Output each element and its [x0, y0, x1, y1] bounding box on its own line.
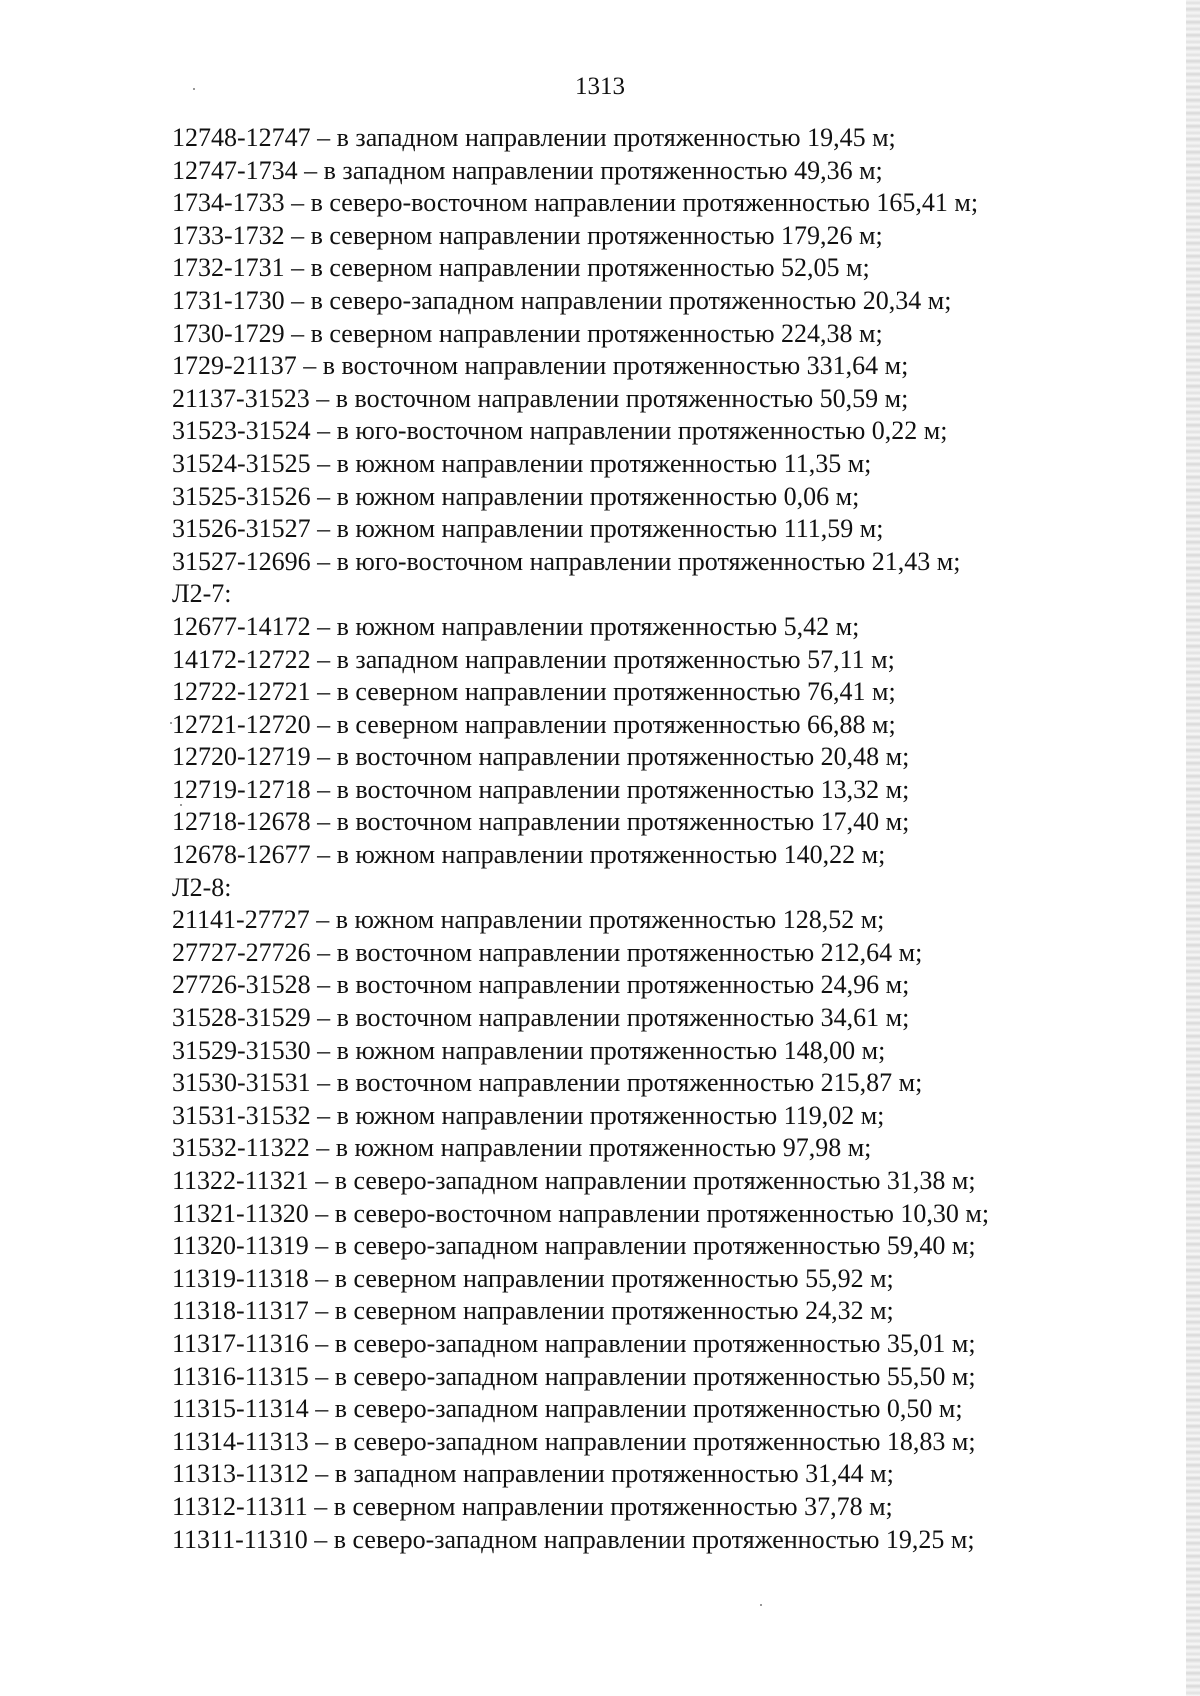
- boundary-segment-line: 1729-21137 – в восточном направлении протяженностью 331,64 м;: [172, 351, 909, 381]
- boundary-segment-line: 11315-11314 – в северо-западном направлении протяженностью 0,50 м;: [172, 1394, 963, 1424]
- boundary-segment-line: 11312-11311 – в северном направлении протяженностью 37,78 м;: [172, 1491, 893, 1521]
- boundary-segment-line: 11311-11310 – в северо-западном направлении протяженностью 19,25 м;: [172, 1524, 975, 1554]
- boundary-segment-line: 12678-12677 – в южном направлении протяженностью 140,22 м;: [172, 840, 886, 870]
- boundary-segment-line: 11319-11318 – в северном направлении протяженностью 55,92 м;: [172, 1263, 894, 1293]
- boundary-segment-line: 31523-31524 – в юго-восточном направлении протяженностью 0,22 м;: [172, 416, 948, 446]
- page-number: 1313: [575, 73, 625, 100]
- boundary-segment-line: 1732-1731 – в северном направлении протяженностью 52,05 м;: [172, 253, 870, 283]
- boundary-segment-line: 31525-31526 – в южном направлении протяженностью 0,06 м;: [172, 481, 860, 511]
- section-heading: Л2-7:: [172, 579, 232, 609]
- boundary-segment-line: 31527-12696 – в юго-восточном направлении протяженностью 21,43 м;: [172, 546, 961, 576]
- boundary-segment-line: 12747-1734 – в западном направлении протяженностью 49,36 м;: [172, 155, 883, 185]
- boundary-segment-line: 31532-11322 – в южном направлении протяженностью 97,98 м;: [172, 1133, 872, 1163]
- section-heading: Л2-8:: [172, 872, 232, 902]
- boundary-segment-line: 31528-31529 – в восточном направлении протяженностью 34,61 м;: [172, 1003, 910, 1033]
- boundary-segment-line: 31530-31531 – в восточном направлении протяженностью 215,87 м;: [172, 1068, 923, 1098]
- boundary-segment-line: 27727-27726 – в восточном направлении протяженностью 212,64 м;: [172, 937, 923, 967]
- boundary-segment-line: 14172-12722 – в западном направлении протяженностью 57,11 м;: [172, 644, 895, 674]
- boundary-segment-line: 27726-31528 – в восточном направлении протяженностью 24,96 м;: [172, 970, 910, 1000]
- boundary-description: [172, 122, 1162, 1556]
- boundary-segment-line: 31529-31530 – в южном направлении протяженностью 148,00 м;: [172, 1035, 886, 1065]
- boundary-segment-line: 21141-27727 – в южном направлении протяженностью 128,52 м;: [172, 905, 885, 935]
- boundary-segment-line: 12677-14172 – в южном направлении протяженностью 5,42 м;: [172, 611, 860, 641]
- boundary-segment-line: 31524-31525 – в южном направлении протяженностью 11,35 м;: [172, 448, 872, 478]
- scan-edge-artifact: [1186, 0, 1200, 1696]
- scan-speck: [760, 1604, 762, 1606]
- boundary-segment-line: 11320-11319 – в северо-западном направлении протяженностью 59,40 м;: [172, 1231, 976, 1261]
- boundary-segment-line: 12722-12721 – в северном направлении протяженностью 76,41 м;: [172, 677, 896, 707]
- boundary-segment-line: 11313-11312 – в западном направлении протяженностью 31,44 м;: [172, 1459, 894, 1489]
- boundary-segment-line: 12719-12718 – в восточном направлении протяженностью 13,32 м;: [172, 774, 910, 804]
- boundary-segment-line: 11318-11317 – в северном направлении протяженностью 24,32 м;: [172, 1296, 894, 1326]
- boundary-segment-line: 21137-31523 – в восточном направлении протяженностью 50,59 м;: [172, 383, 909, 413]
- boundary-segment-line: 12748-12747 – в западном направлении протяженностью 19,45 м;: [172, 123, 896, 152]
- boundary-segment-line: 11317-11316 – в северо-западном направлении протяженностью 35,01 м;: [172, 1328, 976, 1358]
- boundary-segment-line: 12720-12719 – в восточном направлении протяженностью 20,48 м;: [172, 742, 910, 772]
- boundary-segment-line: 31526-31527 – в южном направлении протяженностью 111,59 м;: [172, 514, 884, 544]
- boundary-segment-line: 12718-12678 – в восточном направлении протяженностью 17,40 м;: [172, 807, 910, 837]
- boundary-segment-line: 11314-11313 – в северо-западном направлении протяженностью 18,83 м;: [172, 1426, 976, 1456]
- boundary-segment-line: 1734-1733 – в северо-восточном направлении протяженностью 165,41 м;: [172, 188, 979, 218]
- boundary-segment-line: 1731-1730 – в северо-западном направлении протяженностью 20,34 м;: [172, 285, 952, 315]
- boundary-segment-line: 1733-1732 – в северном направлении протяженностью 179,26 м;: [172, 220, 883, 250]
- boundary-segment-line: 1730-1729 – в северном направлении протяженностью 224,38 м;: [172, 318, 883, 348]
- boundary-segment-line: 11321-11320 – в северо-восточном направлении протяженностью 10,30 м;: [172, 1198, 990, 1228]
- boundary-segment-line: 11316-11315 – в северо-западном направлении протяженностью 55,50 м;: [172, 1361, 976, 1391]
- boundary-segment-line: 11322-11321 – в северо-западном направлении протяженностью 31,38 м;: [172, 1166, 976, 1195]
- boundary-segment-line: 12721-12720 – в северном направлении протяженностью 66,88 м;: [172, 709, 896, 739]
- boundary-segment-line: 31531-31532 – в южном направлении протяженностью 119,02 м;: [172, 1100, 885, 1130]
